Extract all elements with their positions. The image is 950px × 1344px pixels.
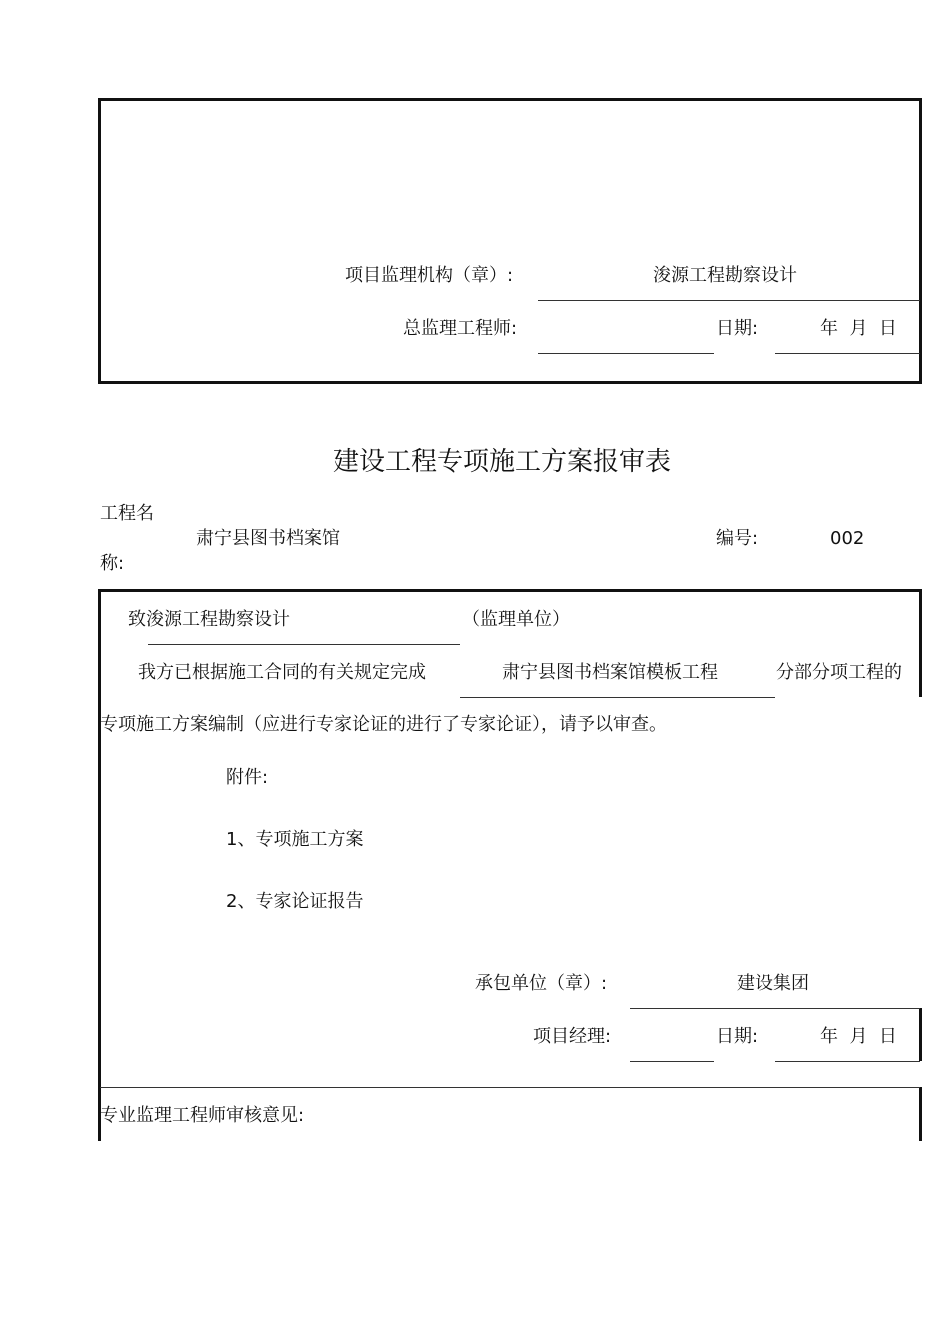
form-right-border-bottom — [919, 1087, 922, 1141]
supervision-org-underline — [538, 300, 920, 301]
body-date-label: 日期: — [716, 1026, 759, 1047]
project-name-label-line1: 工程名 — [100, 503, 154, 524]
form-left-border — [98, 589, 101, 1141]
form-right-border-upper — [919, 589, 922, 697]
statement-prefix: 我方已根据施工合同的有关规定完成 — [138, 662, 426, 683]
top-date-value[interactable]: 年 月 日 — [820, 318, 897, 339]
top-date-underline — [775, 353, 920, 354]
contractor-value[interactable]: 建设集团 — [737, 973, 809, 994]
statement-project-underline — [460, 697, 775, 698]
attachment-label: 附件: — [226, 767, 269, 788]
addressee-line: 致浚源工程勘察设计 — [128, 609, 290, 630]
supervision-org-label: 项目监理机构（章）: — [345, 265, 514, 286]
number-label: 编号: — [716, 528, 759, 549]
body-date-underline — [775, 1061, 920, 1062]
project-name-value[interactable]: 肃宁县图书档案馆 — [196, 528, 340, 549]
statement-project[interactable]: 肃宁县图书档案馆模板工程 — [502, 662, 718, 683]
statement-suffix: 分部分项工程的 — [776, 662, 902, 683]
number-value[interactable]: 002 — [830, 528, 865, 549]
supervision-org-value[interactable]: 浚源工程勘察设计 — [653, 265, 797, 286]
form-top-border — [98, 589, 922, 592]
top-approval-box — [98, 98, 922, 384]
statement-line3: 专项施工方案编制（应进行专家论证的进行了专家论证），请予以审查。 — [100, 714, 667, 735]
project-manager-underline — [630, 1061, 714, 1062]
chief-engineer-label: 总监理工程师: — [403, 318, 518, 339]
project-name-label-line2: 称: — [100, 553, 125, 574]
addressee-suffix: （监理单位） — [462, 609, 570, 630]
attachment-item-2: 2、专家论证报告 — [226, 891, 364, 912]
attachment-item-1: 1、专项施工方案 — [226, 829, 364, 850]
review-opinion-label: 专业监理工程师审核意见: — [100, 1105, 305, 1126]
body-date-value[interactable]: 年 月 日 — [820, 1026, 897, 1047]
chief-engineer-underline — [538, 353, 714, 354]
addressee-underline — [148, 644, 460, 645]
top-date-label: 日期: — [716, 318, 759, 339]
contractor-label: 承包单位（章）: — [475, 973, 608, 994]
page-title: 建设工程专项施工方案报审表 — [333, 447, 672, 477]
project-manager-label: 项目经理: — [533, 1026, 612, 1047]
review-section-divider — [100, 1087, 920, 1088]
contractor-underline — [630, 1008, 920, 1009]
form-right-border-lower — [919, 1008, 922, 1061]
